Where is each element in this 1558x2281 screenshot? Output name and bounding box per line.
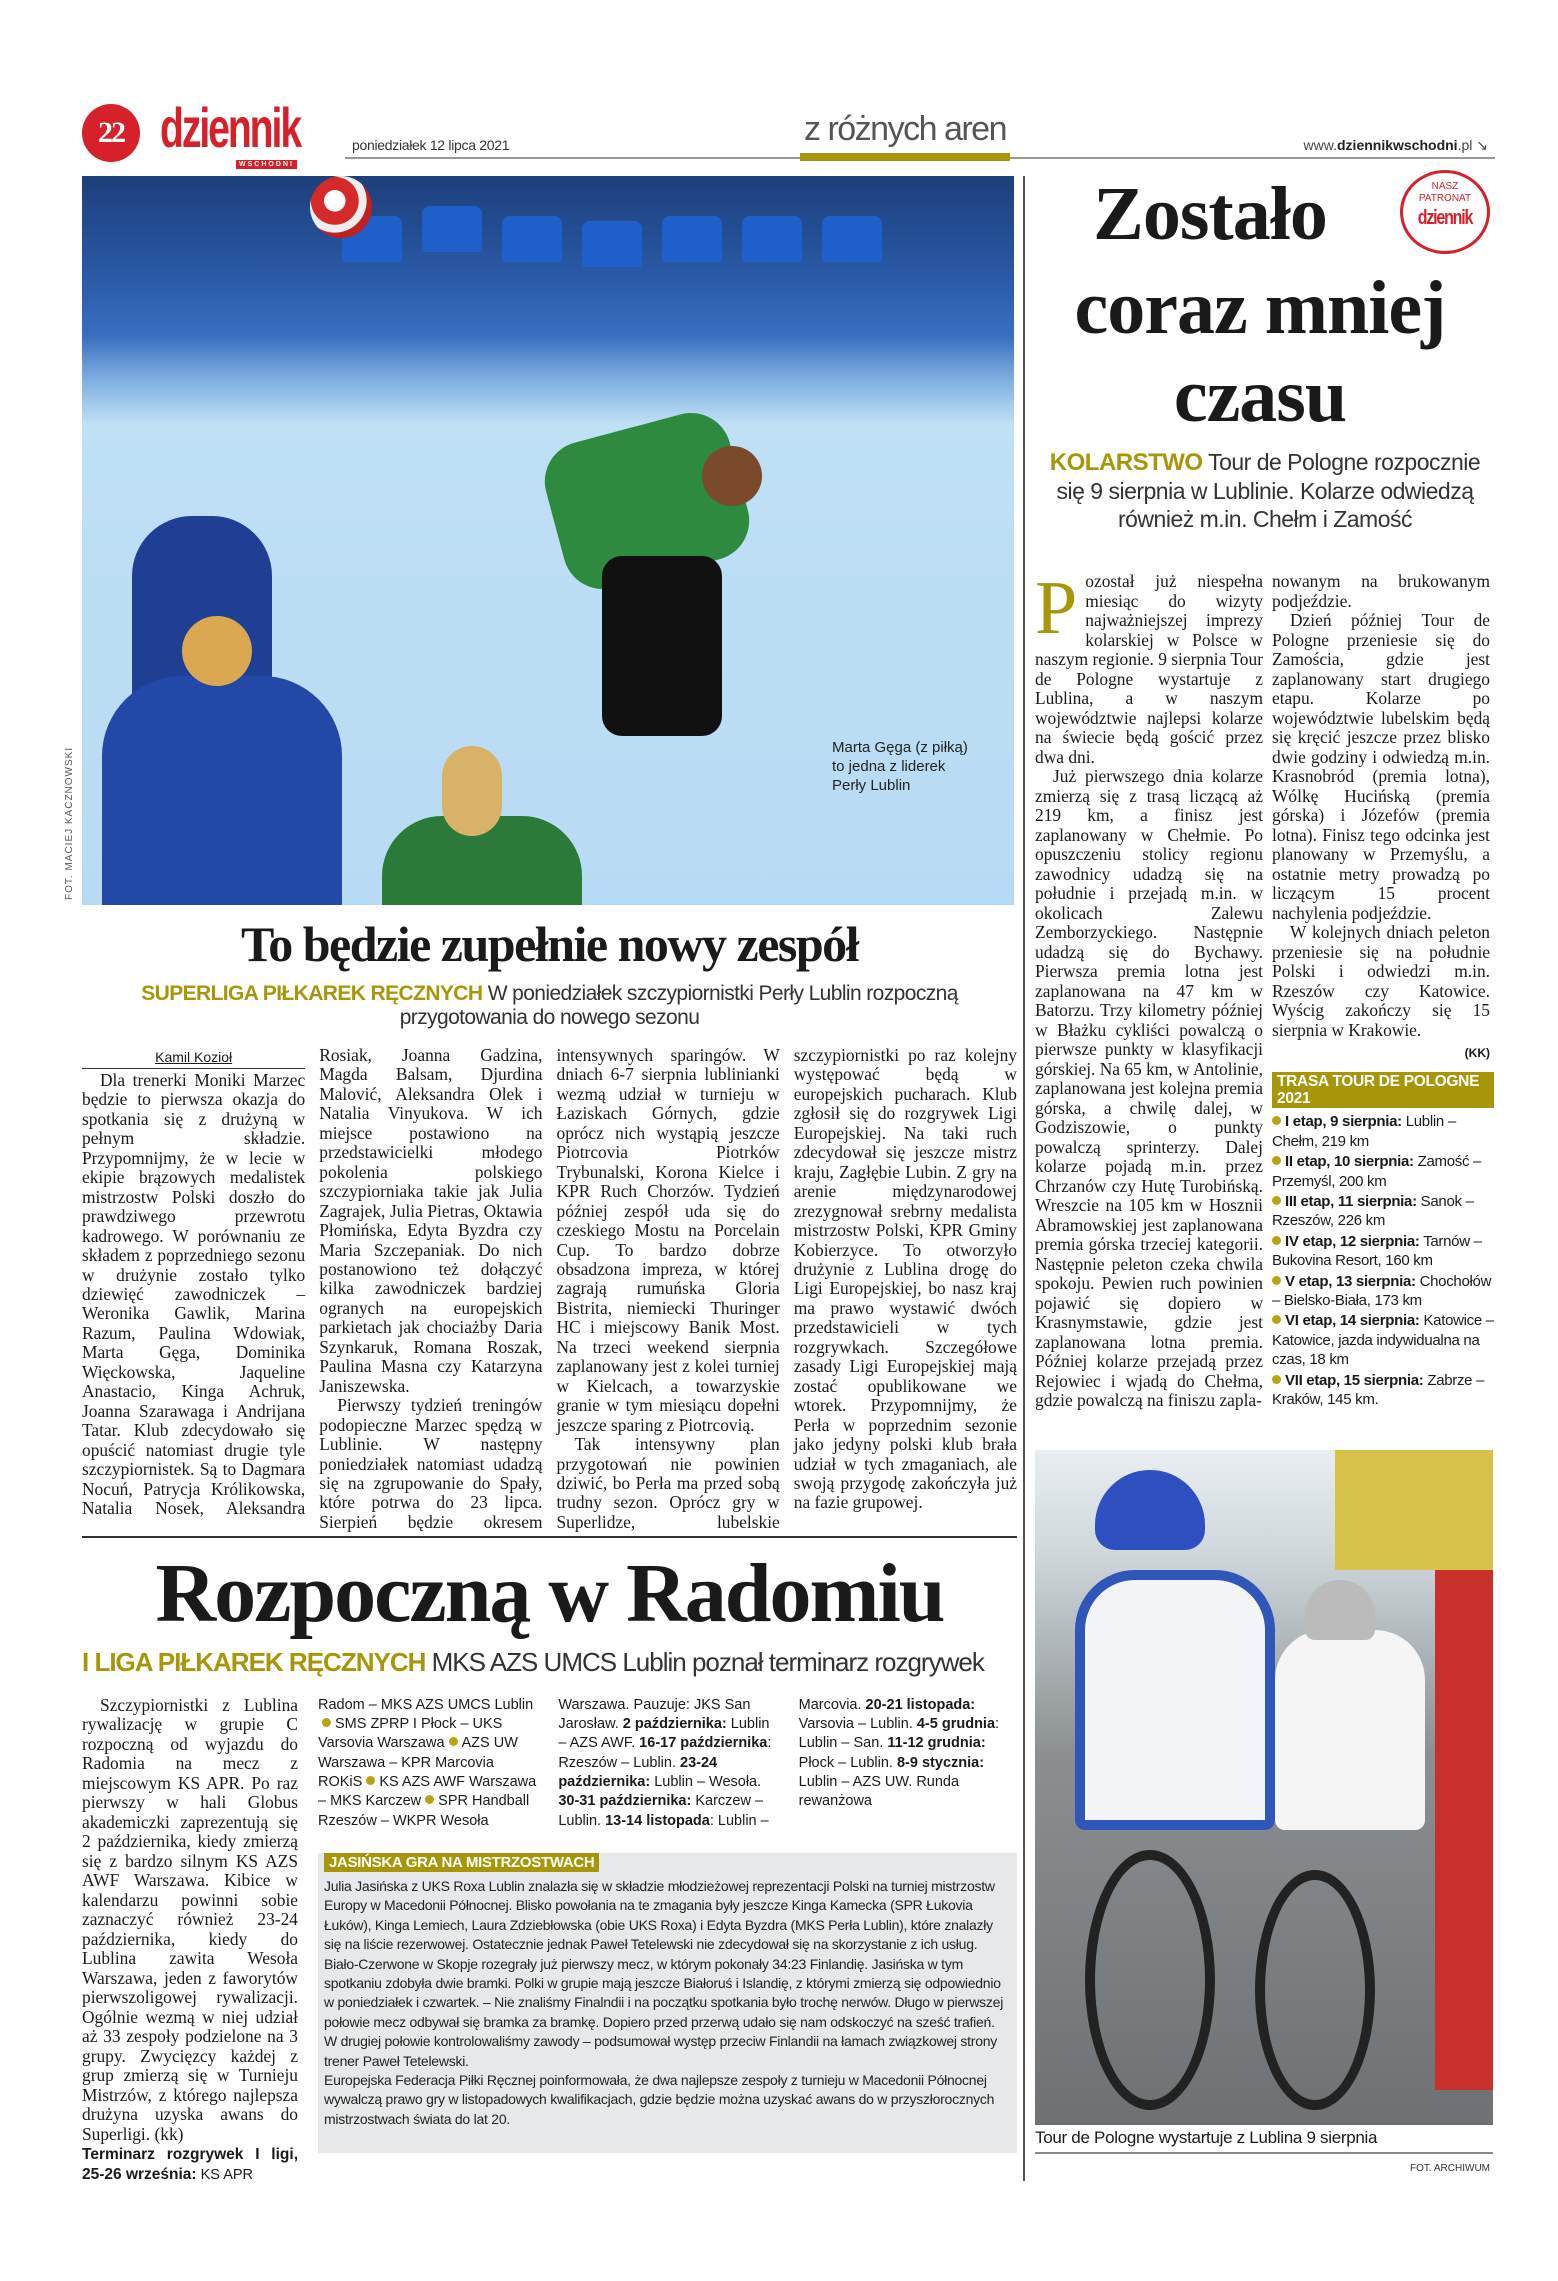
helmet	[1095, 1470, 1205, 1550]
paragraph: Już pierwszego dnia kolarze zmierzą się z trasą liczącą aż 219 km, a finisz jest zaplanowany w Chełmie. Po opuszczeniu stolicy regionu zawodnicy udadzą się na południe i przejadą m.in. w okolicach Zalewu Zemborzyckiego. Następnie udadzą się do Bychawy. Pierwsza premia lotna jest zaplanowana na 47 km w Batorzu. Trzy kilometry później w Błażku cykliści powalczą o pierwsze punkty w klasyfikacji górskiej. Na 65 km, w Antolinie, zaplanowana jest kolejna premia górska, a chwilę dalej, w Godziszowie, o punkty powalczą sprinterzy. Dalej kolarze pojadą m.in. przez Chrzanów czy Hutę Turobińską. Wreszcie na 105 km w Hosznii Abramowskiej jest zaplanowana premia górska trzeciej kategorii. Następnie peleton czeka chwila spokoju. Pewien ruch powinien pojawić się dopiero w Krasnymstawie, gdzie jest zaplanowana lotna premia. Później kolarze przejadą przez Rejowiec i wjadą do Chełma, gdzie powalczą na finiszu zapla-	[1035, 766, 1263, 1410]
paragraph: Pierwszy tydzień treningów podopieczne Marzec spędzą w Lublinie. W następny poniedziałek natomiast udadzą się na zgrupowanie do Spały, które potrwa do 23 lipca. Sierpień będzie okresem intensywnych sparingów. W dniach 6-7 sierpnia lublinianki wezmą udział w turnieju w Łaziskach Górnych, gdzie oprócz nich wystąpią jeszcze Piotrcovia Piotrków Trybunalski, Korona Kielce i KPR Ruch Chorzów. Tydzień później zespół uda się do czeskiego Mostu na Porcelain Cup. To bardzo dobrze obsadzona impreza, w której zagrają rumuńska Gloria Bistrita, niemiecki Thuringer HC i miejscowy Banik Most. Na trzeci weekend sierpnia zaplanowany jest z kolei turniej w Kielcach, a towarzyskie granie w tym miesiącu dopełni jeszcze sparing z Piotrcovią.	[319, 1045, 780, 1532]
paragraph-continued: nowanym na brukowanym podjeździe.	[1272, 571, 1490, 611]
bullet-icon	[1272, 1156, 1281, 1165]
photo-credit: FOT. ARCHIWUM	[1410, 2163, 1490, 2174]
section-accent-bar	[800, 153, 1010, 161]
schedule-date: 16-17 października	[635, 1735, 768, 1752]
stage-name: IV etap, 12 sierpnia:	[1285, 1232, 1420, 1250]
schedule-date: 2 października:	[618, 1716, 727, 1733]
article-kicker: I LIGA PIŁKAREK RĘCZNYCH	[82, 1646, 426, 1677]
cyclist-jersey	[1075, 1570, 1275, 1830]
article-body	[82, 1696, 298, 2186]
stage-name: VII etap, 15 sierpnia:	[1285, 1371, 1424, 1389]
stadium-seat	[502, 216, 562, 262]
badge-text: NASZ	[1431, 181, 1459, 192]
player-shorts	[602, 556, 722, 736]
bullet-icon	[449, 1737, 458, 1746]
player-blue	[102, 676, 342, 905]
article-column	[1035, 566, 1263, 1411]
bullet-icon	[1272, 1375, 1281, 1384]
stage-name: II etap, 10 sierpnia:	[1285, 1153, 1414, 1171]
paragraph: Dla trenerki Moniki Marzec będzie to pierwsza okazja do spotkania się z drużyną w pełnym składzie. Przypomnijmy, że w lecie w ekipie brązowych medalistek mistrzostw Polski doszło do prawdziwego przewrotu kadrowego. W porównaniu ze składem z poprzedniego sezonu w drużynie zostało tylko dziewięć zawodniczek – Weronika Gawlik, Marina Razum, Paulina Wdowiak, Marta Gęga, Dominika Więckowska, Jaqueline Anastacio, Kinga Achruk, Joanna Szarawaga i Andrijana Tatar. Klub zdecydowało się opuścić natomiast drugie tyle szczypiornistek. Są to Dagmara Nocuń, Patrycja Królikowska, Natalia Nosek, Aleksandra Rosiak, Joanna Gadzina, Magda Balsam, Djurdina Malović, Aleksandra Olek i Natalia Vinyukova. W ich miejsce postawiono na przedstawicielki młodego pokolenia polskiego szczypiorniaka takie jak Julia Zagrajek, Julia Pietras, Oktawia Płomińska, Edyta Byzdra czy Maria Szczepaniak. Do nich postanowiono też dołączyć kilka zawodniczek bardziej ogranych na europejskich parkietach jak chociażby Daria Szynkaruk, Romana Roszak, Paulina Masna czy Katarzyna Janiszewska.	[82, 1045, 543, 1518]
bullet-icon	[425, 1795, 434, 1804]
box-paragraph: Biało-Czerwone w Skopje rozegrały już pierwszy mecz, w którym pokonały 34:23 Finlandię. Jasińska w tym spotkaniu zdobyła dwie bramki. Polki w grupie mają jeszcze Białoruś i Islandię, z którymi zmierzą się odpowiednio w poniedziałek i czwartek. – Nie znaliśmy Finalndii i na początku spotkania było trochę nerwów. Długo w pierwszej połowie mecz odbywał się bramka za bramkę. Dopiero przed przerwą udało się nam odskoczyć na sześć trafień. W drugiej połowie kontrolowaliśmy zawody – podsumował występ przeciw Finlandii na łamach związkowej strony trener Paweł Tetelewski.	[324, 1955, 1004, 2069]
page-number: 22	[82, 104, 140, 162]
route-stage	[1272, 1311, 1494, 1369]
bullet-icon	[1272, 1196, 1281, 1205]
article-lead	[82, 1646, 1017, 1678]
patronage-badge	[1400, 170, 1490, 254]
badge-text: PATRONAT	[1418, 193, 1472, 204]
article-headline: Rozpoczną w Radomiu	[155, 1546, 944, 1640]
headline-line: Zostało	[1093, 172, 1327, 256]
route-stage	[1272, 1272, 1494, 1311]
route-stage	[1272, 1371, 1494, 1410]
schedule-match: Karczew – Lublin.	[558, 1793, 764, 1829]
article-divider	[82, 1536, 1017, 1538]
photo-caption: Tour de Pologne wystartuje z Lublina 9 sierpnia	[1035, 2128, 1493, 2154]
schedule-match: : Rzeszów – Lublin.	[558, 1735, 772, 1771]
section-title: z różnych aren	[804, 110, 1006, 148]
route-stage	[1272, 1192, 1494, 1231]
lead-text: W poniedziałek szczypiornistki Perły Lublin rozpoczną przygotowania do nowego sezonu	[399, 982, 958, 1029]
headline-line: czasu	[1173, 354, 1347, 438]
league-schedule	[318, 1696, 1017, 1831]
column-divider	[1023, 176, 1025, 2181]
author-byline: Kamil Kozioł	[82, 1046, 305, 1069]
stage-name: I etap, 9 sierpnia:	[1285, 1113, 1402, 1131]
schedule-match: Varsovia – Lublin.	[798, 1716, 913, 1733]
schedule-match: Lublin – AZS AWF.	[558, 1716, 770, 1752]
article-lead	[1040, 448, 1490, 533]
stadium-seat	[822, 216, 882, 262]
cycling-photo	[1035, 1450, 1493, 2125]
schedule-date: 4-5 grudnia	[912, 1716, 996, 1733]
paragraph: Tak intensywny plan przygotowań nie powinien dziwić, bo Perła ma przed sobą trudny sezon. Oprócz gry w Superlidze, lubelskie szczypiornistki po raz kolejny występować będą w europejskich pucharach. Klub zgłosił się do rozgrywek Ligi Europejskiej. Na taki ruch zdecydował się jeszcze mistrz kraju, Zagłębie Lubin. Z gry na arenie międzynarodowej zrezygnował srebrny medalista mistrzostw Polski, KPR Gminy Kobierzyce. To otworzyło drużynie z Lublina drogę do Ligi Europejskiej, bo nasz kraj ma prawo wystawić dwóch przedstawicieli w tych rozgrywkach. Szczegółowe zasady Ligi Europejskiej mają zostać opublikowane we wtorek. Przypomnijmy, że Perła w poprzednim sezonie jako jedyny polski klub brała udział w tych zmaganiach, ale swoją przygodę zakończyła już na fazie grupowej.	[556, 1045, 1017, 1532]
bullet-icon	[366, 1776, 375, 1785]
stage-route: Zamość – Przemyśl, 200 km	[1272, 1153, 1482, 1190]
stadium-seat	[422, 206, 482, 252]
schedule-match: KS AZS AWF Warszawa – MKS Karczew	[318, 1774, 537, 1810]
stadium-seat	[742, 216, 802, 262]
box-paragraph: Julia Jasińska z UKS Roxa Lublin znalazła się w składzie młodzieżowej reprezentacji Polski na turniej mistrzostw Europy w Macedonii Północnej. Blisko powołania na te zmagania były jeszcze Kinga Kamecka (SPR Łukovia Łuków), Kinga Lemiech, Laura Zdziebłowska (obie UKS Roxa) i Edyta Byzdra (MKS Perła Lublin), które znalazły się na liście rezerwowej. Ostatecznie jednak Paweł Tetelewski nie zdecydował się na skorzystanie z ich usług.	[324, 1877, 995, 1953]
article-columns	[82, 1696, 1017, 2186]
handball-ball	[310, 176, 372, 238]
schedule-match: Radom – MKS AZS UMCS Lublin	[318, 1696, 534, 1713]
article-headline: To będzie zupełnie nowy zespół	[240, 916, 859, 972]
schedule-match: SPR Handball Rzeszów – WKPR Wesoła Warszawa. Pauzuje: JKS San Jarosław.	[318, 1696, 751, 1829]
left-articles	[82, 906, 1017, 2186]
banner	[1335, 1450, 1493, 1570]
player-head	[182, 616, 252, 686]
photo-caption: Marta Gęga (z piłką) to jedna z liderek Perły Lublin	[832, 739, 968, 794]
bike-wheel	[1085, 1850, 1215, 2110]
bullet-icon	[1272, 1315, 1281, 1324]
paragraph: Szczypiornistki z Lublina rywalizację w grupie C rozpoczną od wyjazdu do Radomia na mecz z miejscowym KS APR. Po raz pierwszy w hali Globus akademiczki zaprezentują się 2 października, kiedy zmierzą się z bardzo silnym KS AZS AWF Warszawa. Kibice w kalendarzu powinni sobie zaznaczyć również 23-24 października, kiedy do Lublina zawita Wesoła Warszawa, jeden z faworytów pierwszoligowej rywalizacji. Ogólnie wezmą w niej udział aż 33 zespoły podzielone na 3 grupy. Zwycięzcy każdej z grup zmierzą się w Turnieju Mistrzów, z którego najlepsza drużyna uzyska awans do Superligi. (kk)	[82, 1694, 298, 2144]
article-column	[1272, 571, 1494, 1410]
newspaper-logo-sub: WSCHODNI	[236, 160, 297, 169]
helmet	[1305, 1580, 1375, 1640]
bullet-icon	[1272, 1116, 1281, 1125]
route-stage	[1272, 1112, 1494, 1151]
schedule-match: Płock – Lublin.	[798, 1754, 893, 1771]
stage-route: Tarnów – Bukovina Resort, 160 km	[1272, 1232, 1482, 1270]
lead-text: Tour de Pologne rozpocznie się 9 sierpnia w Lublinie. Kolarze odwiedzą również m.in. Chełm i Zamość	[1056, 449, 1481, 532]
photo-credit: FOT. MACIEJ KACZNOWSKI	[64, 746, 75, 900]
schedule-date: 20-21 listopada:	[861, 1696, 976, 1713]
headline-line: coraz mniej	[1074, 266, 1446, 350]
info-box	[318, 1853, 1017, 2153]
website-link[interactable]	[1304, 137, 1488, 154]
bike-wheel	[1255, 1870, 1375, 2110]
url-domain: dziennikwschodni	[1337, 137, 1458, 153]
schedule-date: 11-12 grudnia:	[883, 1735, 986, 1752]
schedule-match: Lublin – Wesoła.	[650, 1774, 762, 1791]
paragraph-text: ozostał już niespełna miesiąc do wizyty najważniejszej imprezy kolarskiej w Polsce w naszym regionie. 9 sierpnia Tour de Pologne wystartuje z Lublina, a w naszym województwie najlepsi kolarze na świecie będą gościć przez dwa dni.	[1035, 571, 1263, 767]
lead-text: MKS AZS UMCS Lublin poznał terminarz rozgrywek	[431, 1646, 984, 1677]
author-signature: (KK)	[1464, 1046, 1490, 1060]
article-kicker: SUPERLIGA PIŁKAREK RĘCZNYCH	[141, 982, 483, 1005]
stadium-seat	[582, 221, 642, 267]
schedule-date: 8-9 stycznia:	[892, 1754, 985, 1771]
schedule-match: : Lublin – San.	[798, 1716, 1000, 1752]
schedule-date: 13-14 listopada	[601, 1812, 710, 1829]
route-box	[1272, 1072, 1494, 1410]
article-body	[82, 1046, 1017, 1532]
stage-name: III etap, 11 sierpnia:	[1285, 1193, 1417, 1211]
schedule-match: : Lublin – Marcovia.	[709, 1696, 862, 1829]
issue-date: poniedziałek 12 lipca 2021	[352, 137, 510, 153]
player-head	[702, 446, 762, 506]
url-suffix: .pl	[1457, 137, 1473, 153]
paragraph: W kolejnych dniach peleton przeniesie się na południe Polski i odwiedzi m.in. Rzeszów czy Katowice. Wyścig zakończy się 15 sierpnia w Krakowie.	[1272, 922, 1490, 1040]
schedule-first: KS APR	[196, 2167, 254, 2184]
schedule-and-box	[318, 1696, 1017, 2153]
stage-route: Zabrze – Kraków, 145 km.	[1272, 1371, 1485, 1409]
stage-route: Chochołów – Bielsko-Biała, 173 km	[1272, 1272, 1492, 1310]
bullet-icon	[1272, 1276, 1281, 1285]
schedule-match: SMS ZPRP I Płock – UKS Varsovia Warszawa	[318, 1716, 503, 1752]
route-stage	[1272, 1232, 1494, 1271]
bullet-icon	[322, 1718, 331, 1727]
schedule-date: 23-24 października:	[558, 1754, 718, 1791]
schedule-heading: Terminarz rozgrywek I ligi, 25-26 września:	[82, 2146, 298, 2184]
box-label: JASIŃSKA GRA NA MISTRZOSTWACH	[324, 1853, 599, 1872]
stage-name: V etap, 13 sierpnia:	[1285, 1272, 1416, 1290]
schedule-date: 30-31 października:	[558, 1793, 692, 1810]
barrier	[1435, 1570, 1493, 2090]
article-kicker: KOLARSTWO	[1049, 449, 1203, 476]
player-head	[442, 746, 502, 836]
schedule-match: Lublin – AZS UW. Runda rewanżowa	[798, 1774, 960, 1810]
cursor-icon: ↘	[1476, 137, 1488, 153]
stadium-seat	[662, 216, 722, 262]
schedule-match: AZS UW Warszawa – KPR Marcovia ROKiS	[318, 1735, 518, 1791]
stage-route: Sanok – Rzeszów, 226 km	[1272, 1193, 1474, 1230]
article-lead	[110, 982, 989, 1030]
bullet-icon	[1272, 1236, 1281, 1245]
route-stage	[1272, 1152, 1494, 1191]
cyclist-jersey	[1275, 1630, 1425, 1830]
paragraph: Dzień później Tour de Pologne przeniesie się do Zamościa, gdzie jest zaplanowany start drugiego etapu. Kolarze po województwie lubelskim będą się kręcić jeszcze przez blisko dwie godziny i odwiedzą m.in. Krasnobród (premia lotna), Wólkę Hucińską (premia górska) i Józefów (premia lotna). Finisz tego odcinka jest planowany w Przemyślu, a ostatnie metry prowadzą po liczącym 15 procent nachylenia podjeździe.	[1272, 610, 1490, 923]
url-prefix: www.	[1303, 137, 1337, 153]
badge-logo: dziennik	[1417, 207, 1473, 229]
stage-route: Katowice – Katowice, jazda indywidualna na czas, 18 km	[1272, 1312, 1494, 1369]
stage-name: VI etap, 14 sierpnia:	[1285, 1312, 1420, 1330]
drop-cap: P	[1035, 566, 1078, 650]
paragraph	[1035, 566, 1263, 767]
stage-route: Lublin – Chełm, 219 km	[1272, 1113, 1456, 1150]
newspaper-logo: dziennik	[160, 96, 301, 159]
box-paragraph: Europejska Federacja Piłki Ręcznej poinformowała, że dwa najlepsze zespoły z turnieju w Macedonii Północnej wywalczą prawo gry w listopadowych kwalifikacjach, gdzie będzie można uzyskać awans do w przyszłorocznych mistrzostwach świata do lat 20.	[324, 2071, 995, 2127]
route-label: TRASA TOUR DE POLOGNE 2021	[1272, 1072, 1494, 1108]
handball-photo	[82, 176, 1014, 905]
